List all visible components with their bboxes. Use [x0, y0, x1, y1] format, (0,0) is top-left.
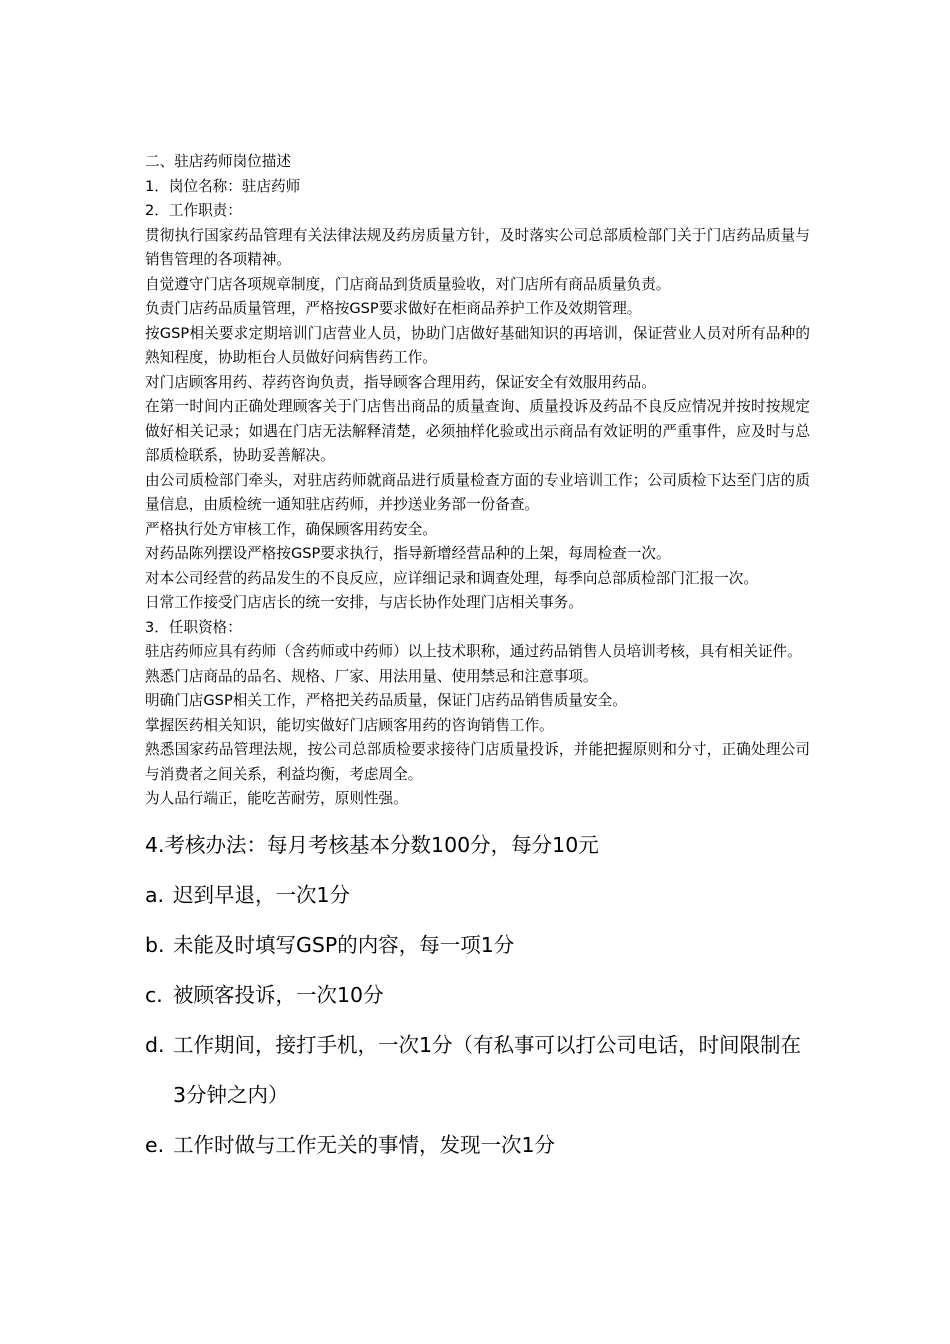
duty-item: 对门店顾客用药、荐药咨询负责，指导顾客合理用药，保证安全有效服用药品。 [145, 373, 656, 391]
qualification-item: 掌握医药相关知识，能切实做好门店顾客用药的咨询销售工作。 [145, 716, 554, 734]
qualification-item: 明确门店GSP相关工作，严格把关药品质量，保证门店药品销售质量安全。 [145, 692, 627, 709]
qualification-item: 驻店药师应具有药师（含药师或中药师）以上技术职称，通过药品销售人员培训考核，具有相关证件。 [145, 643, 802, 660]
qualifications-heading: 3．任职资格： [145, 618, 242, 636]
item-text: 未能及时填写GSP的内容，每一项1分 [173, 932, 515, 957]
duty-item: 自觉遵守门店各项规章制度，门店商品到货质量验收，对门店所有商品质量负责。 [145, 275, 671, 293]
document-page [145, 150, 810, 1170]
item-marker: e. [145, 1132, 165, 1157]
duty-item: 对药品陈列摆设严格按GSP要求执行，指导新增经营品种的上架，每周检查一次。 [145, 545, 671, 562]
qualification-item: 为人品行端正，能吃苦耐劳，原则性强。 [145, 790, 408, 807]
duty-item: 日常工作接受门店店长的统一安排，与店长协作处理门店相关事务。 [145, 594, 583, 611]
duties-list [145, 224, 810, 616]
qualification-item: 熟悉国家药品管理法规，按公司总部质检要求接待门店质量投诉，并能把握原则和分寸，正确处理公司与消费者之间关系，利益均衡，考虑周全。 [145, 741, 810, 783]
assessment-item [145, 870, 810, 920]
item-text: 工作期间，接打手机，一次1分（有私事可以打公司电话，时间限制在3分钟之内） [173, 1032, 802, 1107]
duty-item: 严格执行处方审核工作，确保顾客用药安全。 [145, 520, 437, 538]
job-name: 1．岗位名称：驻店药师 [145, 177, 301, 195]
duty-item: 按GSP相关要求定期培训门店营业人员，协助门店做好基础知识的再培训，保证营业人员对所有品种的熟知程度，协助柜台人员做好问病售药工作。 [145, 324, 810, 366]
item-marker: a. [145, 882, 165, 907]
duties-heading: 2．工作职责： [145, 202, 242, 219]
item-text: 迟到早退，一次1分 [173, 882, 351, 907]
duty-item: 对本公司经营的药品发生的不良反应，应详细记录和调查处理，每季向总部质检部门汇报一次。 [145, 569, 758, 587]
item-marker: d. [145, 1032, 165, 1057]
assessment-heading: 4.考核办法：每月考核基本分数100分，每分10元 [145, 832, 599, 857]
item-marker: c. [145, 982, 163, 1007]
item-text: 被顾客投诉，一次10分 [173, 982, 384, 1007]
duty-item: 贯彻执行国家药品管理有关法律法规及药房质量方针，及时落实公司总部质检部门关于门店药品质量与销售管理的各项精神。 [145, 226, 810, 268]
duty-item: 由公司质检部门牵头，对驻店药师就商品进行质量检查方面的专业培训工作；公司质检下达至门店的质量信息，由质检统一通知驻店药师，并抄送业务部一份备查。 [145, 471, 810, 513]
assessment-item [145, 1120, 810, 1170]
duty-item: 在第一时间内正确处理顾客关于门店售出商品的质量查询、质量投诉及药品不良反应情况并按时按规定做好相关记录；如遇在门店无法解释清楚，必须抽样化验或出示商品有效证明的严重事件，应及时与总部质检联系，协助妥善解决。 [145, 398, 810, 464]
qualification-item: 熟悉门店商品的品名、规格、厂家、用法用量、使用禁忌和注意事项。 [145, 667, 598, 685]
assessment-item [145, 920, 810, 970]
item-marker: b. [145, 932, 165, 957]
assessment-item [145, 970, 810, 1020]
item-text: 工作时做与工作无关的事情，发现一次1分 [173, 1132, 556, 1157]
assessment-section [145, 820, 810, 1170]
assessment-item [145, 1020, 810, 1120]
duty-item: 负责门店药品质量管理，严格按GSP要求做好在柜商品养护工作及效期管理。 [145, 300, 642, 317]
section-title: 二、驻店药师岗位描述 [145, 153, 291, 170]
qualifications-list [145, 640, 810, 812]
